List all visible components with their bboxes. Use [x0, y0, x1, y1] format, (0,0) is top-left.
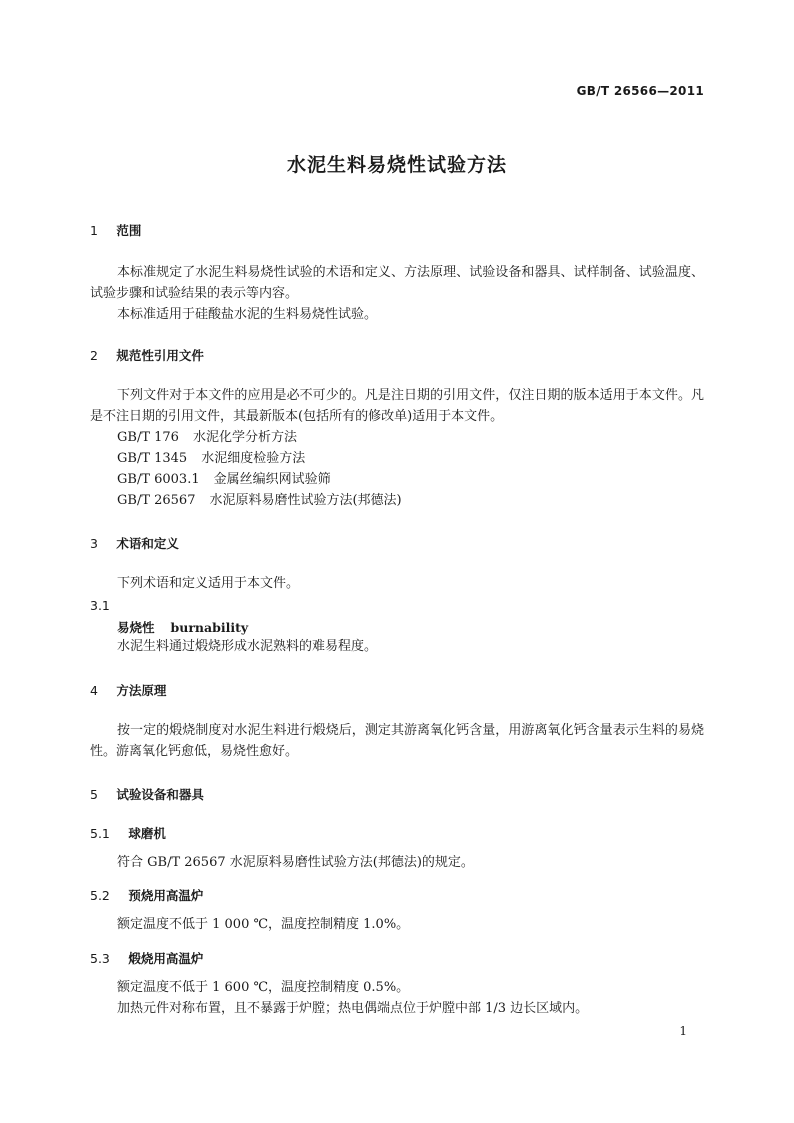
reference-code: GB/T 26567: [117, 493, 196, 508]
section-4-heading: [90, 681, 166, 699]
reference-name: 水泥化学分析方法: [192, 430, 297, 445]
clause-title: 球磨机: [128, 826, 166, 841]
section-title: 规范性引用文件: [116, 348, 204, 363]
section-number: 5: [90, 787, 98, 802]
clause-5-1-heading: [90, 824, 166, 842]
clause-5-3-paragraph-1: 额定温度不低于 1 600 ℃，温度控制精度 0.5%。: [117, 980, 410, 995]
reference-code: GB/T 176: [117, 430, 179, 445]
section-3-paragraph-1: 下列术语和定义适用于本文件。: [117, 576, 300, 591]
term-english: burnability: [170, 620, 249, 635]
section-4-paragraph-1: 按一定的煅烧制度对水泥生料进行煅烧后，测定其游离氧化钙含量，用游离氧化钙含量表示生料的易烧性。游离氧化钙愈低，易烧性愈好。: [90, 723, 704, 759]
section-title: 术语和定义: [116, 536, 179, 551]
section-title: 范围: [116, 223, 142, 238]
term-entry: [117, 618, 248, 636]
section-2-paragraph-1: 下列文件对于本文件的应用是必不可少的。凡是注日期的引用文件，仅注日期的版本适用于本文件。凡是不注日期的引用文件，其最新版本(包括所有的修改单)适用于本文件。: [90, 388, 704, 424]
section-number: 3: [90, 536, 98, 551]
clause-5-3-heading: [90, 949, 203, 967]
page-number: 1: [679, 1024, 687, 1038]
clause-5-1-paragraph: 符合 GB/T 26567 水泥原料易磨性试验方法(邦德法)的规定。: [117, 855, 474, 870]
section-title: 方法原理: [116, 683, 167, 698]
section-title: 试验设备和器具: [116, 787, 204, 802]
section-5-heading: [90, 785, 204, 803]
clause-number: 5.2: [90, 888, 110, 903]
clause-5-2-heading: [90, 886, 203, 904]
term-definition: 水泥生料通过煅烧形成水泥熟料的难易程度。: [117, 639, 378, 654]
term-chinese: 易烧性: [117, 620, 155, 635]
section-3-heading: [90, 534, 179, 552]
reference-item: [117, 469, 331, 490]
reference-code: GB/T 1345: [117, 451, 188, 466]
clause-5-3-paragraph-2: 加热元件对称布置，且不暴露于炉膛；热电偶端点位于炉膛中部 1/3 边长区域内。: [117, 1001, 589, 1016]
reference-name: 金属丝编织网试验筛: [213, 472, 331, 487]
clause-number: 5.3: [90, 951, 110, 966]
standard-code: GB/T 26566—2011: [576, 84, 704, 98]
document-title: 水泥生料易烧性试验方法: [286, 154, 507, 176]
clause-number: 3.1: [90, 598, 110, 613]
section-number: 1: [90, 223, 98, 238]
reference-item: [117, 448, 305, 469]
reference-code: GB/T 6003.1: [117, 472, 200, 487]
clause-title: 预烧用高温炉: [128, 888, 204, 903]
clause-title: 煅烧用高温炉: [128, 951, 204, 966]
section-2-heading: [90, 346, 204, 364]
reference-item: [117, 427, 297, 448]
section-1-paragraph-1: 本标准规定了水泥生料易烧性试验的术语和定义、方法原理、试验设备和器具、试样制备、试验温度、试验步骤和试验结果的表示等内容。: [90, 265, 704, 301]
reference-item: [117, 490, 402, 511]
section-1-paragraph-2: 本标准适用于硅酸盐水泥的生料易烧性试验。: [117, 307, 378, 322]
section-number: 4: [90, 683, 98, 698]
section-1-heading: [90, 221, 141, 239]
reference-name: 水泥原料易磨性试验方法(邦德法): [209, 493, 402, 508]
clause-5-2-paragraph: 额定温度不低于 1 000 ℃，温度控制精度 1.0%。: [117, 917, 410, 932]
clause-number: 5.1: [90, 826, 110, 841]
section-number: 2: [90, 348, 98, 363]
reference-name: 水泥细度检验方法: [201, 451, 306, 466]
